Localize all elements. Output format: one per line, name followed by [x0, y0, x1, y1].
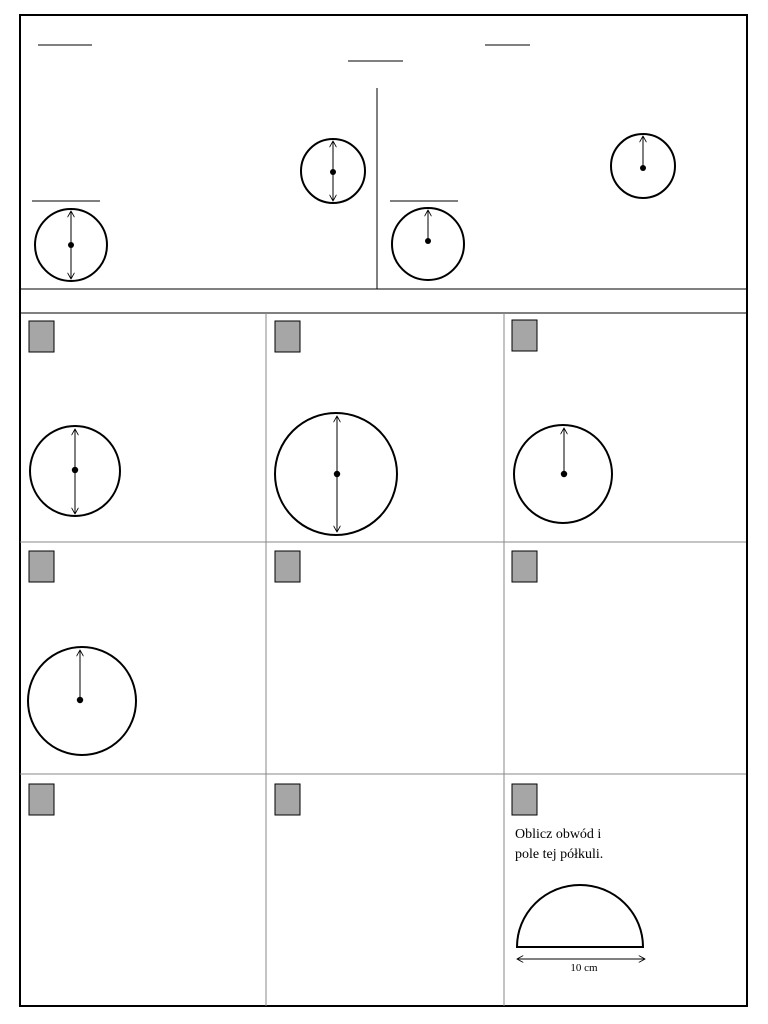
- task-badge: [512, 551, 537, 582]
- header-blanks: [32, 45, 530, 201]
- task-badge: [275, 784, 300, 815]
- task-badge: [512, 784, 537, 815]
- task-9-text-line-1: Oblicz obwód i: [515, 827, 602, 842]
- task-3-radius-circle: [514, 425, 612, 523]
- task-badge: [29, 551, 54, 582]
- example-radius-circle-small: [392, 208, 464, 280]
- exercise-grid: [20, 313, 746, 1006]
- example-diameter-circle: [301, 139, 365, 203]
- task-badge: [512, 320, 537, 351]
- task-badge: [29, 321, 54, 352]
- task-badge: [29, 784, 54, 815]
- task-1-diameter-circle: [30, 426, 120, 516]
- example-radius-circle: [611, 134, 675, 198]
- task-badge: [275, 551, 300, 582]
- task-badge: [275, 321, 300, 352]
- task-4-radius-circle: [28, 647, 136, 755]
- page-border: [20, 15, 747, 1006]
- task-9-text-line-2: pole tej półkuli.: [515, 847, 604, 862]
- task-9-dimension-label: 10 cm: [570, 962, 598, 974]
- task-9-semicircle: [517, 885, 645, 959]
- task-2-diameter-circle: [275, 413, 397, 535]
- example-diameter-circle-small: [35, 209, 107, 281]
- task-badges: [29, 320, 537, 815]
